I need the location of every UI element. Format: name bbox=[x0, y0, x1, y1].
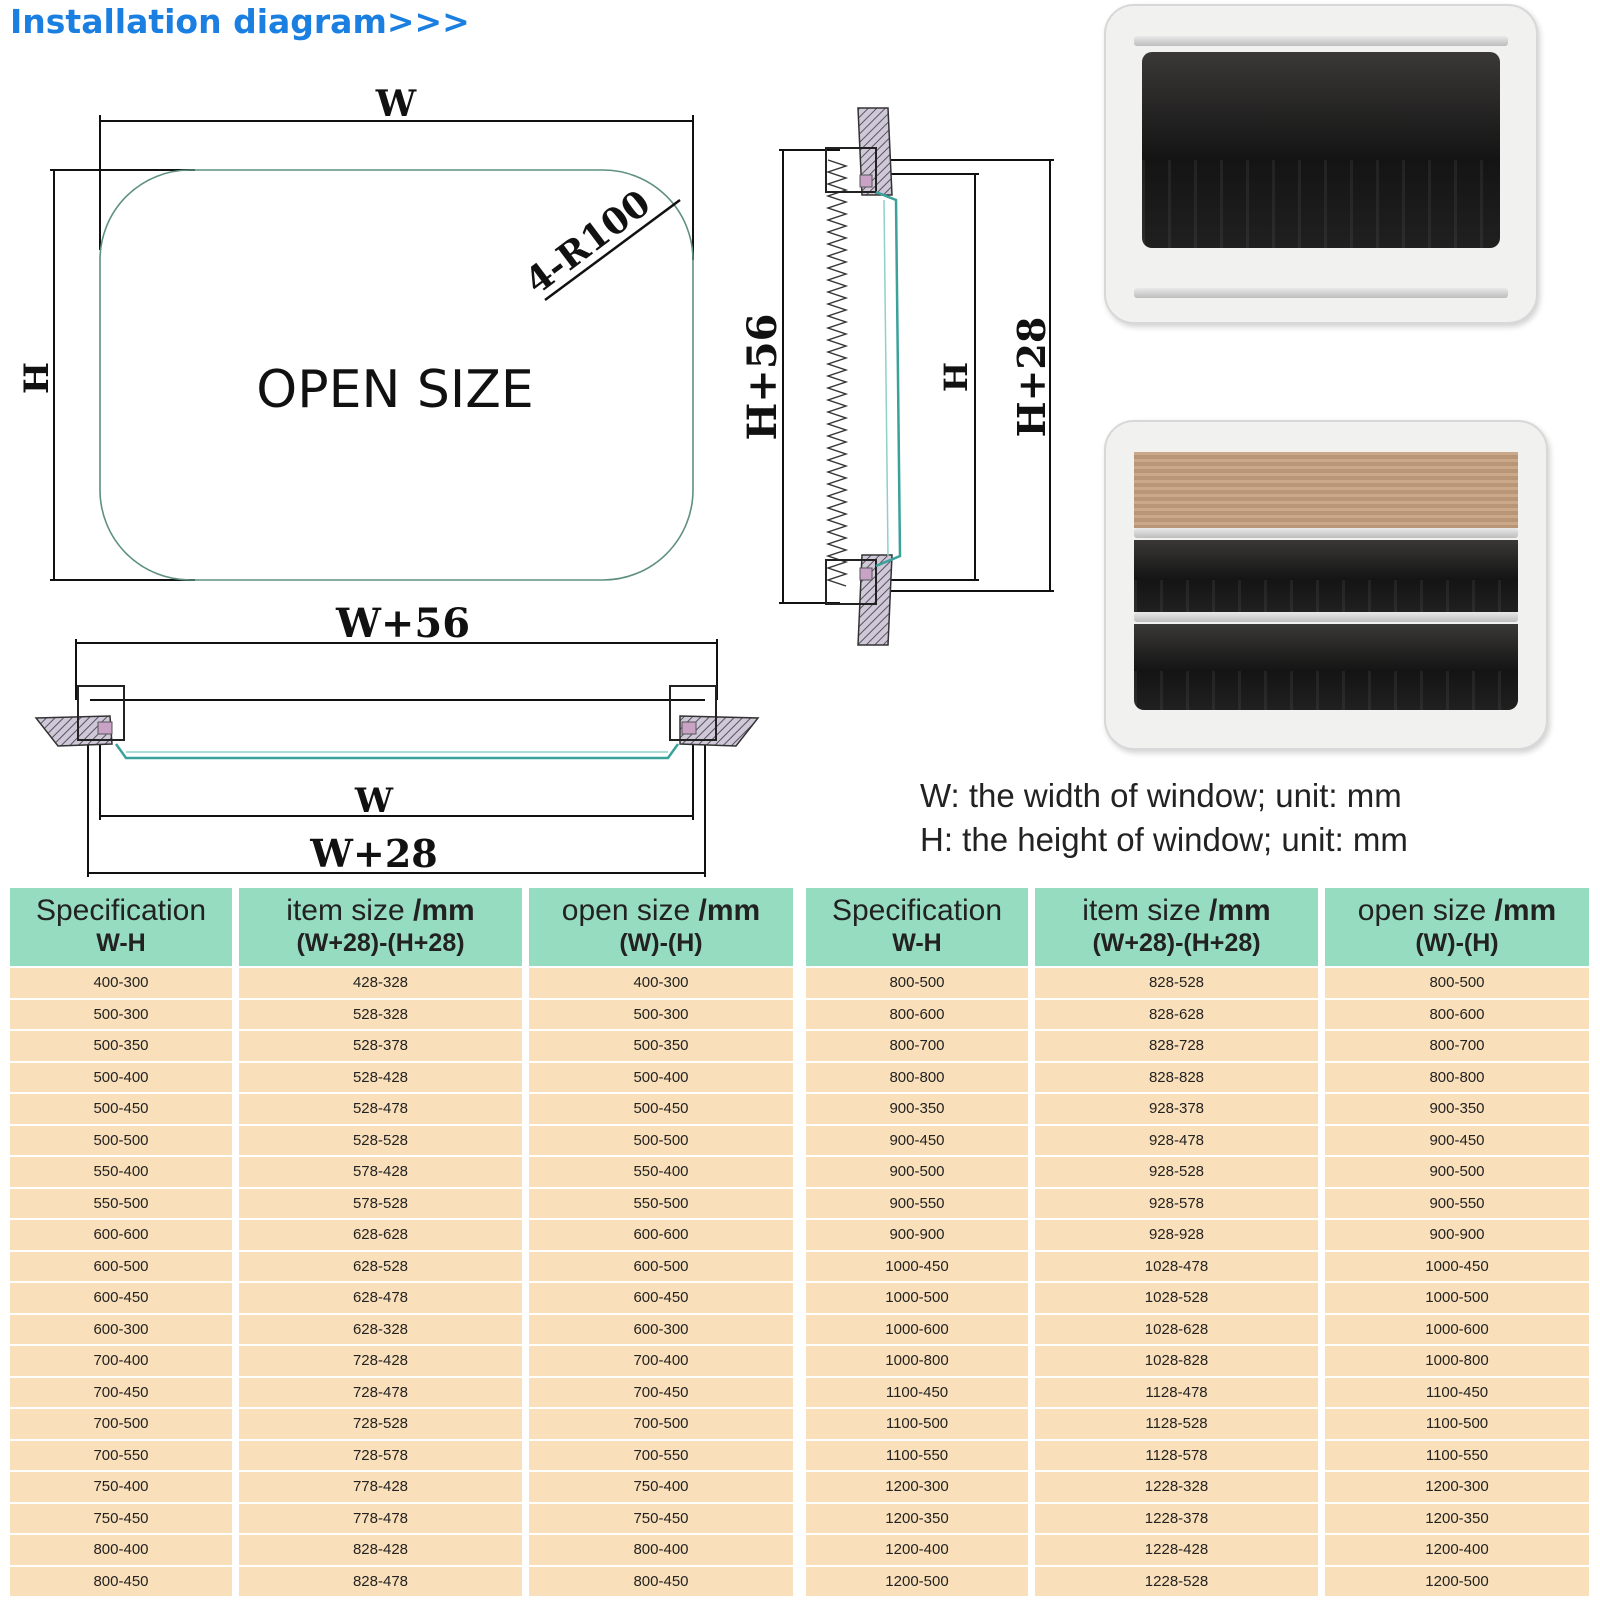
table-cell: 628-478 bbox=[239, 1283, 522, 1313]
table-row bbox=[10, 1094, 793, 1124]
table-cell: 928-528 bbox=[1035, 1157, 1318, 1187]
table-cell: 1000-600 bbox=[1325, 1315, 1589, 1345]
table-cell: 550-500 bbox=[529, 1189, 793, 1219]
window-blind-photo bbox=[1104, 420, 1548, 750]
table-cell: 700-500 bbox=[10, 1409, 232, 1439]
table-cell: 1200-300 bbox=[806, 1472, 1028, 1502]
column-header-title bbox=[806, 895, 1028, 927]
table-cell: 600-600 bbox=[529, 1220, 793, 1250]
table-cell: 400-300 bbox=[529, 968, 793, 998]
table-row bbox=[806, 1504, 1589, 1534]
table-cell: 500-450 bbox=[529, 1094, 793, 1124]
table-row bbox=[10, 1315, 793, 1345]
column-header-label: open size bbox=[561, 894, 691, 927]
table-cell: 828-428 bbox=[239, 1535, 522, 1565]
width-legend: W: the width of window; unit: mm bbox=[920, 777, 1402, 814]
table-cell: 578-428 bbox=[239, 1157, 522, 1187]
column-header-formula: (W)-(H) bbox=[619, 929, 703, 957]
table-cell: 900-500 bbox=[806, 1157, 1028, 1187]
table-cell: 800-600 bbox=[806, 1000, 1028, 1030]
table-cell: 928-378 bbox=[1035, 1094, 1318, 1124]
table-cell: 800-500 bbox=[1325, 968, 1589, 998]
table-cell: 550-400 bbox=[529, 1157, 793, 1187]
table-cell: 1200-500 bbox=[1325, 1567, 1589, 1597]
column-header-formula: (W)-(H) bbox=[1415, 929, 1499, 957]
table-cell: 900-900 bbox=[806, 1220, 1028, 1250]
column-header bbox=[1035, 888, 1318, 966]
table-cell: 828-728 bbox=[1035, 1031, 1318, 1061]
bottom-rail bbox=[1134, 288, 1508, 298]
table-row bbox=[10, 968, 793, 998]
table-row bbox=[10, 1031, 793, 1061]
table-row bbox=[806, 1441, 1589, 1471]
table-cell: 500-500 bbox=[10, 1126, 232, 1156]
table-cell: 800-800 bbox=[1325, 1063, 1589, 1093]
installation-diagram bbox=[0, 0, 1080, 880]
table-cell: 528-378 bbox=[239, 1031, 522, 1061]
table-cell: 700-550 bbox=[10, 1441, 232, 1471]
column-header-label: item size bbox=[286, 894, 405, 927]
table-cell: 428-328 bbox=[239, 968, 522, 998]
table-cell: 1000-450 bbox=[806, 1252, 1028, 1282]
table-cell: 900-550 bbox=[1325, 1189, 1589, 1219]
column-header-unit: /mm bbox=[1494, 894, 1557, 927]
table-cell: 750-400 bbox=[10, 1472, 232, 1502]
table-cell: 1100-450 bbox=[1325, 1378, 1589, 1408]
column-header-label: open size bbox=[1357, 894, 1487, 927]
table-cell: 700-550 bbox=[529, 1441, 793, 1471]
outer-height-label: H+56 bbox=[739, 313, 786, 441]
table-row bbox=[806, 1378, 1589, 1408]
table-row bbox=[10, 1063, 793, 1093]
table-cell: 750-400 bbox=[529, 1472, 793, 1502]
table-cell: 1228-528 bbox=[1035, 1567, 1318, 1597]
table-row bbox=[806, 1063, 1589, 1093]
table-cell: 900-350 bbox=[806, 1094, 1028, 1124]
table-cell: 1128-528 bbox=[1035, 1409, 1318, 1439]
blind-rail bbox=[1134, 528, 1518, 538]
table-cell: 928-478 bbox=[1035, 1126, 1318, 1156]
table-row bbox=[10, 1567, 793, 1597]
table-cell: 778-478 bbox=[239, 1504, 522, 1534]
table-cell: 500-300 bbox=[10, 1000, 232, 1030]
table-cell: 578-528 bbox=[239, 1189, 522, 1219]
table-cell: 500-350 bbox=[10, 1031, 232, 1061]
table-cell: 1000-500 bbox=[1325, 1283, 1589, 1313]
table-row bbox=[806, 1000, 1589, 1030]
table-row bbox=[10, 1220, 793, 1250]
table-row bbox=[10, 1000, 793, 1030]
table-row bbox=[806, 1346, 1589, 1376]
column-header-label: Specification bbox=[35, 894, 207, 927]
spring-blind bbox=[828, 160, 846, 586]
table-cell: 900-450 bbox=[1325, 1126, 1589, 1156]
table-cell: 750-450 bbox=[10, 1504, 232, 1534]
column-header-formula: (W+28)-(H+28) bbox=[1092, 929, 1261, 957]
table-cell: 778-428 bbox=[239, 1472, 522, 1502]
table-cell: 550-500 bbox=[10, 1189, 232, 1219]
table-row bbox=[806, 1126, 1589, 1156]
table-cell: 1228-428 bbox=[1035, 1535, 1318, 1565]
table-cell: 1000-500 bbox=[806, 1283, 1028, 1313]
page-title: Installation diagram>>> bbox=[10, 2, 470, 41]
spec-table-left bbox=[3, 886, 800, 1598]
table-cell: 1100-550 bbox=[806, 1441, 1028, 1471]
glass-pane bbox=[1134, 624, 1518, 710]
table-cell: 628-528 bbox=[239, 1252, 522, 1282]
table-cell: 600-500 bbox=[10, 1252, 232, 1282]
column-header-title bbox=[1035, 895, 1318, 927]
table-cell: 728-528 bbox=[239, 1409, 522, 1439]
column-header-unit: /mm bbox=[413, 894, 475, 927]
table-row bbox=[806, 1567, 1589, 1597]
table-cell: 400-300 bbox=[10, 968, 232, 998]
table-row bbox=[806, 1220, 1589, 1250]
table-row bbox=[806, 1535, 1589, 1565]
table-cell: 1100-450 bbox=[806, 1378, 1028, 1408]
table-cell: 900-350 bbox=[1325, 1094, 1589, 1124]
table-cell: 550-400 bbox=[10, 1157, 232, 1187]
table-cell: 1200-350 bbox=[806, 1504, 1028, 1534]
table-cell: 1000-800 bbox=[806, 1346, 1028, 1376]
table-cell: 1200-400 bbox=[806, 1535, 1028, 1565]
table-row bbox=[806, 1031, 1589, 1061]
column-header bbox=[10, 888, 232, 966]
table-cell: 528-528 bbox=[239, 1126, 522, 1156]
table-cell: 1100-500 bbox=[806, 1409, 1028, 1439]
table-row bbox=[806, 1315, 1589, 1345]
table-cell: 800-450 bbox=[529, 1567, 793, 1597]
table-cell: 800-800 bbox=[806, 1063, 1028, 1093]
column-header bbox=[1325, 888, 1589, 966]
table-cell: 1200-300 bbox=[1325, 1472, 1589, 1502]
table-cell: 728-428 bbox=[239, 1346, 522, 1376]
column-header-title bbox=[10, 895, 232, 927]
height-legend: H: the height of window; unit: mm bbox=[920, 821, 1408, 858]
column-header-unit: /mm bbox=[698, 894, 761, 927]
column-header bbox=[239, 888, 522, 966]
table-row bbox=[10, 1126, 793, 1156]
table-cell: 900-450 bbox=[806, 1126, 1028, 1156]
table-cell: 700-400 bbox=[529, 1346, 793, 1376]
table-cell: 528-428 bbox=[239, 1063, 522, 1093]
table-cell: 728-478 bbox=[239, 1378, 522, 1408]
table-cell: 1028-528 bbox=[1035, 1283, 1318, 1313]
table-cell: 728-578 bbox=[239, 1441, 522, 1471]
table-cell: 928-928 bbox=[1035, 1220, 1318, 1250]
table-row bbox=[806, 1094, 1589, 1124]
table-cell: 528-328 bbox=[239, 1000, 522, 1030]
table-cell: 800-600 bbox=[1325, 1000, 1589, 1030]
table-row bbox=[10, 1472, 793, 1502]
column-header-title bbox=[1325, 895, 1589, 927]
window-open-photo bbox=[1104, 4, 1538, 324]
glass-pane bbox=[1142, 52, 1500, 248]
table-cell: 1000-450 bbox=[1325, 1252, 1589, 1282]
frame-width-label: W+28 bbox=[310, 831, 438, 876]
table-cell: 500-300 bbox=[529, 1000, 793, 1030]
table-header-row bbox=[10, 888, 793, 966]
frame-height-label: H+28 bbox=[1009, 316, 1054, 438]
table-cell: 1028-828 bbox=[1035, 1346, 1318, 1376]
open-size-label: OPEN SIZE bbox=[256, 360, 534, 420]
table-row bbox=[10, 1346, 793, 1376]
front-view bbox=[50, 115, 693, 580]
table-cell: 600-600 bbox=[10, 1220, 232, 1250]
width-label: W bbox=[375, 83, 417, 125]
table-cell: 500-500 bbox=[529, 1126, 793, 1156]
side-height-label: H bbox=[937, 361, 975, 393]
table-header-row bbox=[806, 888, 1589, 966]
table-row bbox=[10, 1504, 793, 1534]
table-cell: 800-400 bbox=[529, 1535, 793, 1565]
outer-width-label: W+56 bbox=[335, 600, 471, 647]
table-cell: 900-500 bbox=[1325, 1157, 1589, 1187]
table-cell: 1100-550 bbox=[1325, 1441, 1589, 1471]
table-cell: 600-500 bbox=[529, 1252, 793, 1282]
table-cell: 800-700 bbox=[1325, 1031, 1589, 1061]
table-row bbox=[10, 1283, 793, 1313]
table-row bbox=[806, 1157, 1589, 1187]
table-cell: 1000-800 bbox=[1325, 1346, 1589, 1376]
table-row bbox=[10, 1378, 793, 1408]
table-cell: 1200-400 bbox=[1325, 1535, 1589, 1565]
column-header-formula: (W+28)-(H+28) bbox=[296, 929, 465, 957]
table-row bbox=[806, 968, 1589, 998]
table-cell: 628-328 bbox=[239, 1315, 522, 1345]
table-row bbox=[806, 1472, 1589, 1502]
table-cell: 500-400 bbox=[10, 1063, 232, 1093]
table-cell: 500-450 bbox=[10, 1094, 232, 1124]
column-header-label: Specification bbox=[831, 894, 1003, 927]
table-row bbox=[10, 1252, 793, 1282]
table-cell: 600-450 bbox=[10, 1283, 232, 1313]
pleated-blind bbox=[1134, 452, 1518, 528]
table-cell: 1100-500 bbox=[1325, 1409, 1589, 1439]
column-header-formula: W-H bbox=[96, 929, 146, 957]
table-cell: 628-628 bbox=[239, 1220, 522, 1250]
height-label: H bbox=[17, 361, 57, 395]
table-cell: 800-400 bbox=[10, 1535, 232, 1565]
table-row bbox=[10, 1409, 793, 1439]
column-header-title bbox=[239, 895, 522, 927]
table-cell: 1000-600 bbox=[806, 1315, 1028, 1345]
radius-label: 4-R100 bbox=[517, 181, 659, 303]
table-cell: 600-450 bbox=[529, 1283, 793, 1313]
table-row bbox=[10, 1535, 793, 1565]
table-cell: 1028-628 bbox=[1035, 1315, 1318, 1345]
column-header-title bbox=[529, 895, 793, 927]
table-cell: 800-450 bbox=[10, 1567, 232, 1597]
table-cell: 928-578 bbox=[1035, 1189, 1318, 1219]
table-cell: 500-350 bbox=[529, 1031, 793, 1061]
table-cell: 700-500 bbox=[529, 1409, 793, 1439]
table-cell: 900-900 bbox=[1325, 1220, 1589, 1250]
spec-table-right bbox=[799, 886, 1596, 1598]
column-header bbox=[806, 888, 1028, 966]
table-cell: 900-550 bbox=[806, 1189, 1028, 1219]
table-cell: 828-528 bbox=[1035, 968, 1318, 998]
table-cell: 700-400 bbox=[10, 1346, 232, 1376]
column-header-label: item size bbox=[1082, 894, 1201, 927]
table-cell: 800-500 bbox=[806, 968, 1028, 998]
table-cell: 1228-328 bbox=[1035, 1472, 1318, 1502]
table-cell: 600-300 bbox=[529, 1315, 793, 1345]
table-row bbox=[806, 1409, 1589, 1439]
table-cell: 500-400 bbox=[529, 1063, 793, 1093]
table-cell: 700-450 bbox=[10, 1378, 232, 1408]
table-cell: 600-300 bbox=[10, 1315, 232, 1345]
table-cell: 1200-350 bbox=[1325, 1504, 1589, 1534]
table-row bbox=[806, 1252, 1589, 1282]
table-row bbox=[10, 1441, 793, 1471]
table-cell: 1128-478 bbox=[1035, 1378, 1318, 1408]
table-cell: 828-478 bbox=[239, 1567, 522, 1597]
table-row bbox=[10, 1157, 793, 1187]
column-header-formula: W-H bbox=[892, 929, 942, 957]
table-cell: 1028-478 bbox=[1035, 1252, 1318, 1282]
table-row bbox=[806, 1283, 1589, 1313]
top-width-label: W bbox=[354, 781, 394, 821]
table-cell: 1200-500 bbox=[806, 1567, 1028, 1597]
top-rail bbox=[1134, 36, 1508, 46]
table-cell: 828-628 bbox=[1035, 1000, 1318, 1030]
table-cell: 1228-378 bbox=[1035, 1504, 1318, 1534]
table-row bbox=[806, 1189, 1589, 1219]
table-cell: 800-700 bbox=[806, 1031, 1028, 1061]
column-header-unit: /mm bbox=[1209, 894, 1271, 927]
table-cell: 528-478 bbox=[239, 1094, 522, 1124]
table-cell: 700-450 bbox=[529, 1378, 793, 1408]
table-cell: 1128-578 bbox=[1035, 1441, 1318, 1471]
table-cell: 750-450 bbox=[529, 1504, 793, 1534]
glass-pane bbox=[1134, 540, 1518, 612]
glass-pane bbox=[116, 744, 678, 758]
table-row bbox=[10, 1189, 793, 1219]
screen-rail bbox=[1134, 612, 1518, 622]
table-cell: 828-828 bbox=[1035, 1063, 1318, 1093]
column-header bbox=[529, 888, 793, 966]
